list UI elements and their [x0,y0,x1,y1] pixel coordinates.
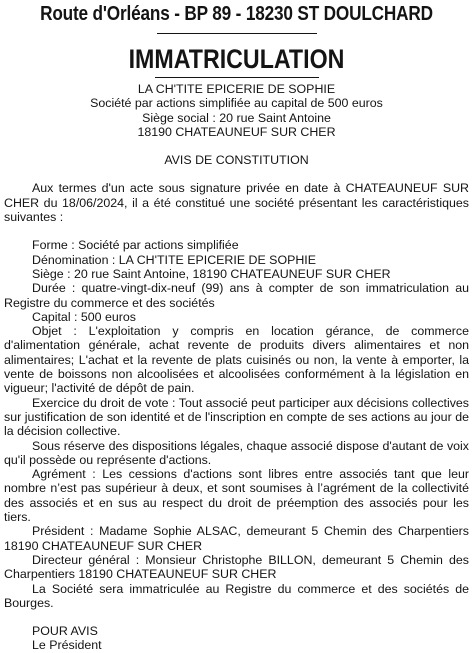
detail-voix: Sous réserve des dispositions légales, chaque associé dispose d'autant de voix qu'il possède ou représente d'actions. [4,438,469,467]
detail-capital: Capital : 500 euros [32,309,137,324]
notice-body [4,82,469,653]
divider-heading [155,77,319,78]
detail-vote: Exercice du droit de vote : Tout associé peut participer aux décisions collectives sur justification de son identité et de l'inscription en compte de ses actions au jour de la décision collective. [4,395,469,439]
detail-president: Président : Madame Sophie ALSAC, demeurant 5 Chemin des Charpentiers 18190 CHATEAUNEUF SUR CHER [4,524,469,553]
intro-paragraph: Aux termes d'un acte sous signature privée en date à CHATEAUNEUF SUR CHER du 18/06/2024, il a été constitué une société présentant les caractéristiques suivantes : [4,181,469,225]
detail-siege: Siège : 20 rue Saint Antoine, 18190 CHATEAUNEUF SUR CHER [32,266,391,281]
company-name: LA CH'TITE EPICERIE DE SOPHIE [137,82,336,96]
detail-agrement: Agrément : Les cessions d'actions sont libres entre associés tant que leur nombre n’est pas supérieur à deux, et sont soumises à l’agrément de la collectivité des associés et en sus au respect du droit de préemption des associés pour les tiers. [4,467,469,525]
detail-forme: Forme : Société par actions simplifiée [32,238,239,253]
notice-title: AVIS DE CONSTITUTION [164,153,309,168]
detail-duree: Durée : quatre-vingt-dix-neuf (99) ans à compter de son immatriculation au Registre du commerce et des sociétés [4,281,469,310]
detail-directeur: Directeur général : Monsieur Christophe BILLON, demeurant 5 Chemin des Charpentiers 18190 CHATEAUNEUF SUR CHER [4,552,469,582]
section-heading: IMMATRICULATION [128,44,345,74]
legal-notice-page [0,1,473,653]
company-form-capital: Société par actions simplifiée au capital de 500 euros [90,96,383,111]
publisher-address: Route d'Orléans - BP 89 - 18230 ST DOULCHARD [40,3,433,25]
company-siege: Siège social : 20 rue Saint Antoine [142,110,331,125]
divider-top [157,33,317,34]
closing-pour-avis: POUR AVIS [32,624,98,639]
closing-signatory: Le Président [32,638,102,653]
detail-immatriculation: La Société sera immatriculée au Registre du commerce et des sociétés de Bourges. [4,581,469,610]
company-block [4,82,469,139]
detail-objet: Objet : L'exploitation y compris en location gérance, de commerce d'alimentation générale, achat revente de produits divers alimentaires et non alimentaires; L'achat et la revente de plats cuisinés ou non, la vente à emporter, la vente de boissons non alcoolisées et alcoolisées conformément à la législation en vigueur; l'activité de dépôt de pain. [4,324,469,396]
detail-denomination: Dénomination : LA CH'TITE EPICERIE DE SOPHIE [32,252,317,267]
company-city: 18190 CHATEAUNEUF SUR CHER [137,124,336,139]
